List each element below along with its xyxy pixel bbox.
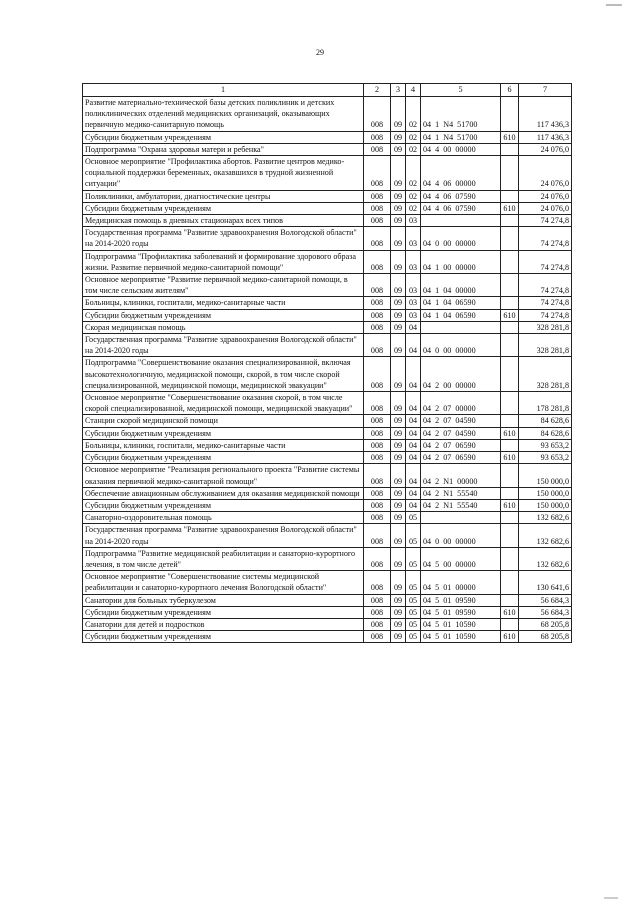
amount-cell: 24 076,0 bbox=[519, 202, 572, 214]
row-name-cell: Субсидии бюджетным учреждениям bbox=[83, 309, 364, 321]
expense-type-cell: 610 bbox=[501, 499, 519, 511]
row-name-cell: Субсидии бюджетным учреждениям bbox=[83, 499, 364, 511]
expense-type-cell: 610 bbox=[501, 309, 519, 321]
section-cell: 09 bbox=[391, 131, 406, 143]
table-row bbox=[83, 215, 572, 227]
header-cell: 3 bbox=[391, 84, 406, 97]
ministry-code-cell: 008 bbox=[364, 321, 391, 333]
amount-cell: 24 076,0 bbox=[519, 143, 572, 155]
table-row bbox=[83, 227, 572, 250]
section-cell: 09 bbox=[391, 227, 406, 250]
section-cell: 09 bbox=[391, 202, 406, 214]
target-article-cell: 04 1 00 00000 bbox=[421, 250, 501, 273]
section-cell: 09 bbox=[391, 297, 406, 309]
table-row bbox=[83, 415, 572, 427]
table-row bbox=[83, 594, 572, 606]
section-cell: 09 bbox=[391, 571, 406, 594]
amount-cell: 56 684,3 bbox=[519, 594, 572, 606]
expense-type-cell bbox=[501, 415, 519, 427]
subsection-cell: 05 bbox=[406, 606, 421, 618]
expense-type-cell: 610 bbox=[501, 202, 519, 214]
section-cell: 09 bbox=[391, 250, 406, 273]
expense-type-cell bbox=[501, 464, 519, 487]
target-article-cell: 04 2 N1 55540 bbox=[421, 499, 501, 511]
section-cell: 09 bbox=[391, 97, 406, 132]
row-name-cell: Государственная программа "Развитие здравоохранения Вологодской области" на 2014-2020 годы bbox=[83, 334, 364, 357]
amount-cell: 130 641,6 bbox=[519, 571, 572, 594]
section-cell: 09 bbox=[391, 334, 406, 357]
expense-type-cell bbox=[501, 524, 519, 547]
expense-type-cell bbox=[501, 250, 519, 273]
row-name-cell: Основное мероприятие "Развитие первичной медико-санитарной помощи, в том числе сельским жителям" bbox=[83, 274, 364, 297]
header-cell: 6 bbox=[501, 84, 519, 97]
section-cell: 09 bbox=[391, 524, 406, 547]
target-article-cell: 04 4 06 07590 bbox=[421, 202, 501, 214]
expense-type-cell bbox=[501, 594, 519, 606]
row-name-cell: Субсидии бюджетным учреждениям bbox=[83, 131, 364, 143]
row-name-cell: Поликлиники, амбулатории, диагностические центры bbox=[83, 190, 364, 202]
target-article-cell: 04 0 00 00000 bbox=[421, 334, 501, 357]
expense-type-cell bbox=[501, 487, 519, 499]
table-header-row bbox=[83, 84, 572, 97]
section-cell: 09 bbox=[391, 594, 406, 606]
section-cell: 09 bbox=[391, 392, 406, 415]
expense-type-cell bbox=[501, 547, 519, 570]
subsection-cell: 05 bbox=[406, 594, 421, 606]
section-cell: 09 bbox=[391, 143, 406, 155]
row-name-cell: Субсидии бюджетным учреждениям bbox=[83, 631, 364, 643]
table-row bbox=[83, 97, 572, 132]
table-row bbox=[83, 439, 572, 451]
amount-cell: 178 281,8 bbox=[519, 392, 572, 415]
table-row bbox=[83, 143, 572, 155]
amount-cell: 74 274,8 bbox=[519, 250, 572, 273]
subsection-cell: 03 bbox=[406, 227, 421, 250]
table-row bbox=[83, 499, 572, 511]
target-article-cell: 04 2 07 06590 bbox=[421, 452, 501, 464]
target-article-cell bbox=[421, 512, 501, 524]
expense-type-cell: 610 bbox=[501, 452, 519, 464]
ministry-code-cell: 008 bbox=[364, 631, 391, 643]
subsection-cell: 04 bbox=[406, 487, 421, 499]
target-article-cell bbox=[421, 215, 501, 227]
ministry-code-cell: 008 bbox=[364, 274, 391, 297]
amount-cell: 132 682,6 bbox=[519, 547, 572, 570]
section-cell: 09 bbox=[391, 321, 406, 333]
amount-cell: 84 628,6 bbox=[519, 415, 572, 427]
section-cell: 09 bbox=[391, 618, 406, 630]
header-cell: 2 bbox=[364, 84, 391, 97]
target-article-cell: 04 2 N1 55540 bbox=[421, 487, 501, 499]
subsection-cell: 04 bbox=[406, 321, 421, 333]
ministry-code-cell: 008 bbox=[364, 618, 391, 630]
amount-cell: 150 000,0 bbox=[519, 499, 572, 511]
row-name-cell: Основное мероприятие "Реализация регионального проекта "Развитие системы оказания первичной медико-санитарной помощи" bbox=[83, 464, 364, 487]
scan-artifact-top bbox=[606, 4, 622, 6]
amount-cell: 74 274,8 bbox=[519, 215, 572, 227]
section-cell: 09 bbox=[391, 274, 406, 297]
page-number: 29 bbox=[316, 48, 324, 57]
target-article-cell: 04 1 04 06590 bbox=[421, 297, 501, 309]
row-name-cell: Субсидии бюджетным учреждениям bbox=[83, 452, 364, 464]
row-name-cell: Больницы, клиники, госпитали, медико-санитарные части bbox=[83, 439, 364, 451]
row-name-cell: Государственная программа "Развитие здравоохранения Вологодской области" на 2014-2020 годы bbox=[83, 227, 364, 250]
table-row bbox=[83, 309, 572, 321]
table-row bbox=[83, 524, 572, 547]
expense-type-cell bbox=[501, 357, 519, 392]
amount-cell: 328 281,8 bbox=[519, 334, 572, 357]
subsection-cell: 05 bbox=[406, 571, 421, 594]
amount-cell: 117 436,3 bbox=[519, 131, 572, 143]
expense-type-cell: 610 bbox=[501, 631, 519, 643]
table-row bbox=[83, 334, 572, 357]
section-cell: 09 bbox=[391, 499, 406, 511]
table-row bbox=[83, 464, 572, 487]
section-cell: 09 bbox=[391, 427, 406, 439]
ministry-code-cell: 008 bbox=[364, 156, 391, 191]
target-article-cell: 04 4 06 00000 bbox=[421, 156, 501, 191]
ministry-code-cell: 008 bbox=[364, 190, 391, 202]
section-cell: 09 bbox=[391, 439, 406, 451]
table-row bbox=[83, 571, 572, 594]
header-cell: 7 bbox=[519, 84, 572, 97]
ministry-code-cell: 008 bbox=[364, 571, 391, 594]
subsection-cell: 02 bbox=[406, 156, 421, 191]
expense-type-cell bbox=[501, 439, 519, 451]
amount-cell: 74 274,8 bbox=[519, 297, 572, 309]
target-article-cell: 04 5 01 09590 bbox=[421, 594, 501, 606]
expense-type-cell bbox=[501, 274, 519, 297]
table-row bbox=[83, 250, 572, 273]
expense-type-cell bbox=[501, 392, 519, 415]
scan-artifact-bottom bbox=[604, 897, 618, 899]
amount-cell: 328 281,8 bbox=[519, 357, 572, 392]
table-body bbox=[83, 84, 572, 643]
ministry-code-cell: 008 bbox=[364, 227, 391, 250]
target-article-cell: 04 5 00 00000 bbox=[421, 547, 501, 570]
ministry-code-cell: 008 bbox=[364, 512, 391, 524]
table-row bbox=[83, 547, 572, 570]
target-article-cell: 04 2 07 00000 bbox=[421, 392, 501, 415]
expense-type-cell bbox=[501, 618, 519, 630]
expense-type-cell bbox=[501, 190, 519, 202]
subsection-cell: 03 bbox=[406, 309, 421, 321]
subsection-cell: 04 bbox=[406, 499, 421, 511]
section-cell: 09 bbox=[391, 190, 406, 202]
ministry-code-cell: 008 bbox=[364, 334, 391, 357]
row-name-cell: Субсидии бюджетным учреждениям bbox=[83, 606, 364, 618]
target-article-cell: 04 0 00 00000 bbox=[421, 227, 501, 250]
ministry-code-cell: 008 bbox=[364, 487, 391, 499]
header-cell: 4 bbox=[406, 84, 421, 97]
table-row bbox=[83, 297, 572, 309]
subsection-cell: 05 bbox=[406, 524, 421, 547]
amount-cell: 24 076,0 bbox=[519, 190, 572, 202]
expense-type-cell: 610 bbox=[501, 427, 519, 439]
expense-type-cell bbox=[501, 227, 519, 250]
subsection-cell: 04 bbox=[406, 427, 421, 439]
amount-cell: 84 628,6 bbox=[519, 427, 572, 439]
section-cell: 09 bbox=[391, 309, 406, 321]
amount-cell: 74 274,8 bbox=[519, 227, 572, 250]
target-article-cell: 04 0 00 00000 bbox=[421, 524, 501, 547]
target-article-cell: 04 5 01 09590 bbox=[421, 606, 501, 618]
amount-cell: 93 653,2 bbox=[519, 439, 572, 451]
amount-cell: 117 436,3 bbox=[519, 97, 572, 132]
subsection-cell: 02 bbox=[406, 143, 421, 155]
section-cell: 09 bbox=[391, 215, 406, 227]
amount-cell: 56 684,3 bbox=[519, 606, 572, 618]
row-name-cell: Государственная программа "Развитие здравоохранения Вологодской области" на 2014-2020 годы bbox=[83, 524, 364, 547]
subsection-cell: 04 bbox=[406, 415, 421, 427]
section-cell: 09 bbox=[391, 452, 406, 464]
ministry-code-cell: 008 bbox=[364, 297, 391, 309]
subsection-cell: 02 bbox=[406, 131, 421, 143]
row-name-cell: Больницы, клиники, госпитали, медико-санитарные части bbox=[83, 297, 364, 309]
ministry-code-cell: 008 bbox=[364, 309, 391, 321]
section-cell: 09 bbox=[391, 464, 406, 487]
target-article-cell: 04 4 00 00000 bbox=[421, 143, 501, 155]
section-cell: 09 bbox=[391, 631, 406, 643]
expense-type-cell bbox=[501, 143, 519, 155]
subsection-cell: 04 bbox=[406, 464, 421, 487]
ministry-code-cell: 008 bbox=[364, 464, 391, 487]
row-name-cell: Основное мероприятие "Совершенствование оказания скорой, в том числе скорой специализированной, медицинской помощи, медицинской эвакуации" bbox=[83, 392, 364, 415]
amount-cell: 68 205,8 bbox=[519, 631, 572, 643]
amount-cell: 132 682,6 bbox=[519, 512, 572, 524]
table-row bbox=[83, 618, 572, 630]
row-name-cell: Скорая медицинская помощь bbox=[83, 321, 364, 333]
row-name-cell: Развитие материально-технической базы детских поликлиник и детских поликлинических отделений медицинских организаций, оказывающих первичную медико-санитарную помощь bbox=[83, 97, 364, 132]
table-row bbox=[83, 202, 572, 214]
amount-cell: 93 653,2 bbox=[519, 452, 572, 464]
subsection-cell: 04 bbox=[406, 392, 421, 415]
target-article-cell: 04 2 00 00000 bbox=[421, 357, 501, 392]
row-name-cell: Подпрограмма "Профилактика заболеваний и формирование здорового образа жизни. Развитие первичной медико-санитарной помощи" bbox=[83, 250, 364, 273]
ministry-code-cell: 008 bbox=[364, 357, 391, 392]
row-name-cell: Санаторно-оздоровительная помощь bbox=[83, 512, 364, 524]
subsection-cell: 05 bbox=[406, 547, 421, 570]
amount-cell: 74 274,8 bbox=[519, 309, 572, 321]
target-article-cell bbox=[421, 321, 501, 333]
ministry-code-cell: 008 bbox=[364, 439, 391, 451]
ministry-code-cell: 008 bbox=[364, 427, 391, 439]
subsection-cell: 03 bbox=[406, 274, 421, 297]
row-name-cell: Обеспечение авиационным обслуживанием для оказания медицинской помощи bbox=[83, 487, 364, 499]
target-article-cell: 04 4 06 07590 bbox=[421, 190, 501, 202]
subsection-cell: 02 bbox=[406, 202, 421, 214]
table-row bbox=[83, 392, 572, 415]
header-cell: 5 bbox=[421, 84, 501, 97]
subsection-cell: 04 bbox=[406, 439, 421, 451]
ministry-code-cell: 008 bbox=[364, 524, 391, 547]
table-row bbox=[83, 274, 572, 297]
row-name-cell: Подпрограмма "Охрана здоровья матери и ребенка" bbox=[83, 143, 364, 155]
subsection-cell: 02 bbox=[406, 97, 421, 132]
amount-cell: 24 076,0 bbox=[519, 156, 572, 191]
ministry-code-cell: 008 bbox=[364, 131, 391, 143]
target-article-cell: 04 2 07 04590 bbox=[421, 427, 501, 439]
target-article-cell: 04 5 01 10590 bbox=[421, 618, 501, 630]
expense-type-cell bbox=[501, 156, 519, 191]
row-name-cell: Санатории для больных туберкулезом bbox=[83, 594, 364, 606]
table-row bbox=[83, 357, 572, 392]
row-name-cell: Станции скорой медицинской помощи bbox=[83, 415, 364, 427]
row-name-cell: Подпрограмма "Совершенствование оказания специализированной, включая высокотехнологичную, медицинской помощи, скорой, в том числе скорой специализированной, медицинской помощи, медицинской эвакуации" bbox=[83, 357, 364, 392]
table-row bbox=[83, 156, 572, 191]
amount-cell: 68 205,8 bbox=[519, 618, 572, 630]
table-row bbox=[83, 190, 572, 202]
table-row bbox=[83, 606, 572, 618]
subsection-cell: 04 bbox=[406, 357, 421, 392]
subsection-cell: 03 bbox=[406, 250, 421, 273]
expense-type-cell bbox=[501, 321, 519, 333]
subsection-cell: 03 bbox=[406, 297, 421, 309]
amount-cell: 132 682,6 bbox=[519, 524, 572, 547]
ministry-code-cell: 008 bbox=[364, 215, 391, 227]
row-name-cell: Основное мероприятие "Профилактика абортов. Развитие центров медико-социальной поддержки беременных, оказавшихся в трудной жизненной ситуации" bbox=[83, 156, 364, 191]
table-row bbox=[83, 131, 572, 143]
ministry-code-cell: 008 bbox=[364, 594, 391, 606]
row-name-cell: Медицинская помощь в дневных стационарах всех типов bbox=[83, 215, 364, 227]
section-cell: 09 bbox=[391, 547, 406, 570]
subsection-cell: 02 bbox=[406, 190, 421, 202]
table-row bbox=[83, 427, 572, 439]
table-row bbox=[83, 487, 572, 499]
expense-type-cell bbox=[501, 215, 519, 227]
section-cell: 09 bbox=[391, 512, 406, 524]
target-article-cell: 04 2 07 04590 bbox=[421, 415, 501, 427]
target-article-cell: 04 2 07 06590 bbox=[421, 439, 501, 451]
ministry-code-cell: 008 bbox=[364, 250, 391, 273]
budget-table bbox=[82, 83, 572, 643]
expense-type-cell bbox=[501, 571, 519, 594]
amount-cell: 74 274,8 bbox=[519, 274, 572, 297]
row-name-cell: Основное мероприятие "Совершенствование системы медицинской реабилитации и санаторно-курортного лечения Вологодской области" bbox=[83, 571, 364, 594]
row-name-cell: Подпрограмма "Развитие медицинской реабилитации и санаторно-курортного лечения, в том числе детей" bbox=[83, 547, 364, 570]
ministry-code-cell: 008 bbox=[364, 499, 391, 511]
section-cell: 09 bbox=[391, 487, 406, 499]
ministry-code-cell: 008 bbox=[364, 452, 391, 464]
ministry-code-cell: 008 bbox=[364, 606, 391, 618]
table-row bbox=[83, 452, 572, 464]
section-cell: 09 bbox=[391, 415, 406, 427]
amount-cell: 150 000,0 bbox=[519, 487, 572, 499]
amount-cell: 150 000,0 bbox=[519, 464, 572, 487]
section-cell: 09 bbox=[391, 357, 406, 392]
subsection-cell: 05 bbox=[406, 512, 421, 524]
section-cell: 09 bbox=[391, 156, 406, 191]
expense-type-cell bbox=[501, 97, 519, 132]
ministry-code-cell: 008 bbox=[364, 202, 391, 214]
ministry-code-cell: 008 bbox=[364, 415, 391, 427]
row-name-cell: Субсидии бюджетным учреждениям bbox=[83, 427, 364, 439]
expense-type-cell: 610 bbox=[501, 131, 519, 143]
expense-type-cell bbox=[501, 512, 519, 524]
target-article-cell: 04 1 04 00000 bbox=[421, 274, 501, 297]
amount-cell: 328 281,8 bbox=[519, 321, 572, 333]
table-row bbox=[83, 631, 572, 643]
ministry-code-cell: 008 bbox=[364, 143, 391, 155]
subsection-cell: 05 bbox=[406, 631, 421, 643]
subsection-cell: 03 bbox=[406, 215, 421, 227]
target-article-cell: 04 5 01 10590 bbox=[421, 631, 501, 643]
subsection-cell: 04 bbox=[406, 452, 421, 464]
row-name-cell: Субсидии бюджетным учреждениям bbox=[83, 202, 364, 214]
subsection-cell: 04 bbox=[406, 334, 421, 357]
subsection-cell: 05 bbox=[406, 618, 421, 630]
ministry-code-cell: 008 bbox=[364, 547, 391, 570]
target-article-cell: 04 1 04 06590 bbox=[421, 309, 501, 321]
table-row bbox=[83, 321, 572, 333]
expense-type-cell: 610 bbox=[501, 606, 519, 618]
target-article-cell: 04 1 N4 51700 bbox=[421, 97, 501, 132]
target-article-cell: 04 2 N1 00000 bbox=[421, 464, 501, 487]
expense-type-cell bbox=[501, 297, 519, 309]
row-name-cell: Санатории для детей и подростков bbox=[83, 618, 364, 630]
expense-type-cell bbox=[501, 334, 519, 357]
ministry-code-cell: 008 bbox=[364, 392, 391, 415]
header-cell: 1 bbox=[83, 84, 364, 97]
ministry-code-cell: 008 bbox=[364, 97, 391, 132]
target-article-cell: 04 1 N4 51700 bbox=[421, 131, 501, 143]
section-cell: 09 bbox=[391, 606, 406, 618]
table-row bbox=[83, 512, 572, 524]
target-article-cell: 04 5 01 00000 bbox=[421, 571, 501, 594]
